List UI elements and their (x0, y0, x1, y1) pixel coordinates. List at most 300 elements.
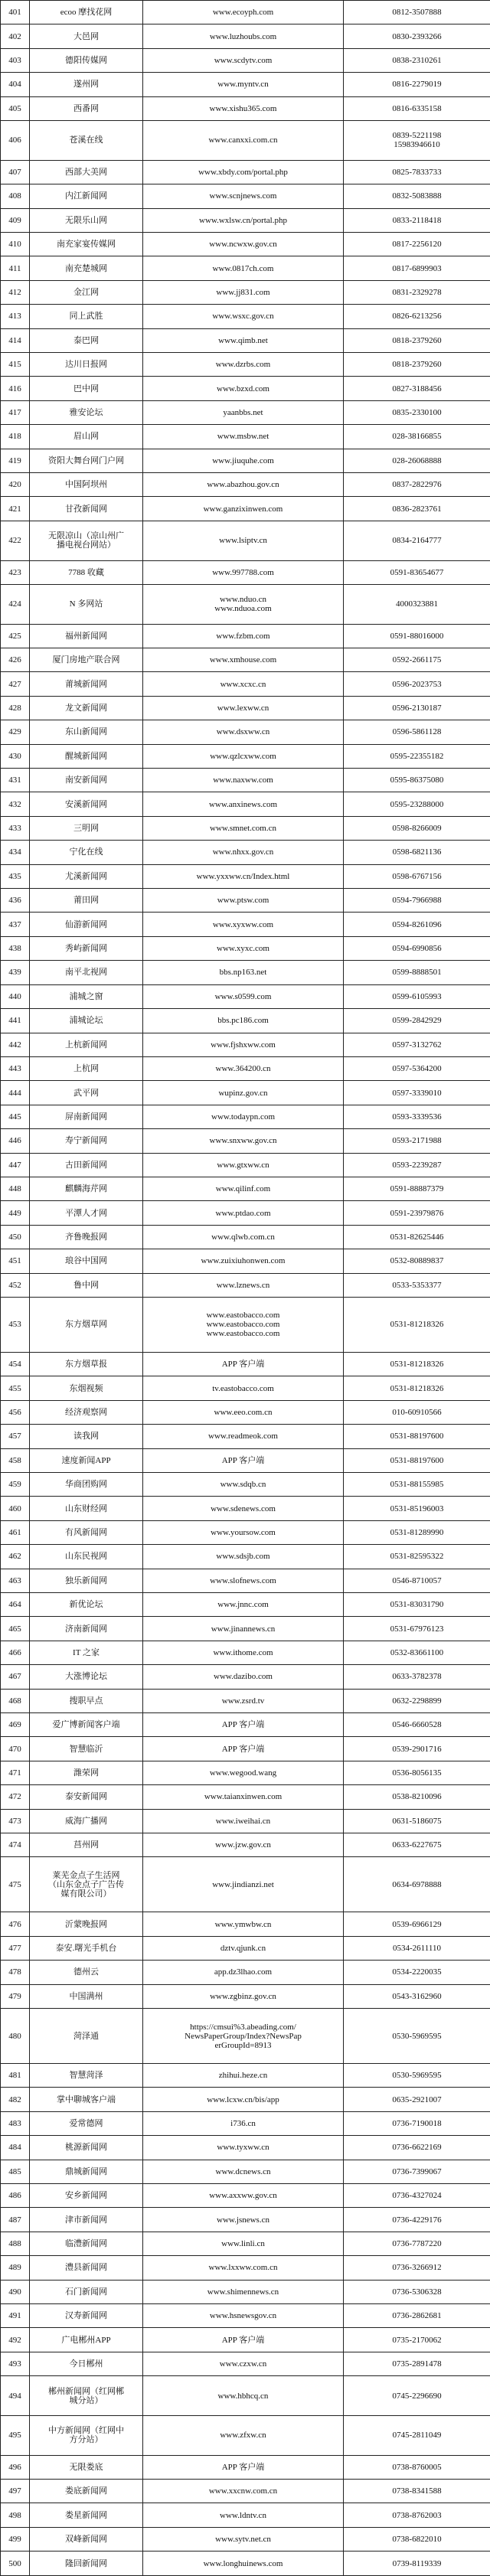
row-number: 480 (1, 2009, 30, 2064)
site-name-line: 方分站） (69, 2435, 103, 2445)
site-name: 屏南新闻网 (30, 1105, 143, 1128)
site-url: bbs.np163.net (143, 961, 344, 984)
contact-phone: 0831-2329278 (344, 280, 490, 304)
table-row (1, 1984, 490, 2008)
contact-phone: 0836-2823761 (344, 497, 490, 521)
row-number: 447 (1, 1153, 30, 1177)
contact-phone: 0827-3188456 (344, 377, 490, 400)
contact-phone: 0745-2296690 (344, 2376, 490, 2416)
site-name: 南安新闻网 (30, 769, 143, 792)
table-row (1, 24, 490, 48)
contact-phone: 0531-83031790 (344, 1592, 490, 1616)
site-name: 独乐新闻网 (30, 1569, 143, 1592)
site-name: 东方烟草报 (30, 1352, 143, 1376)
table-row (1, 2480, 490, 2503)
row-number: 402 (1, 24, 30, 48)
site-name: 平潭人才网 (30, 1201, 143, 1225)
contact-phone: 0594-6990856 (344, 936, 490, 960)
site-name: 内江新闻网 (30, 184, 143, 208)
table-row (1, 1056, 490, 1080)
row-number: 446 (1, 1129, 30, 1153)
site-url: www.luzhoubs.com (143, 24, 344, 48)
table-row (1, 1833, 490, 1857)
contact-phone: 0818-2379260 (344, 352, 490, 376)
site-url: www.naxww.com (143, 769, 344, 792)
row-number: 466 (1, 1641, 30, 1664)
row-number: 420 (1, 473, 30, 497)
site-name: 鲁中网 (30, 1273, 143, 1297)
row-number: 423 (1, 560, 30, 584)
table-row (1, 560, 490, 584)
contact-phone: 0738-8760005 (344, 2455, 490, 2479)
table-row (1, 720, 490, 744)
site-name (30, 2415, 143, 2455)
table-row (1, 584, 490, 624)
site-name: 石门新闻网 (30, 2280, 143, 2303)
site-url: tv.eastobacco.com (143, 1376, 344, 1400)
site-url: www.ymwbw.cn (143, 1912, 344, 1936)
table-row (1, 2415, 490, 2455)
site-url: www.qzlcxww.com (143, 744, 344, 768)
site-name: 浦城之窗 (30, 984, 143, 1008)
contact-phone: 0812-3507888 (344, 1, 490, 24)
contact-phone: 0531-88197600 (344, 1425, 490, 1448)
site-name: 济南新闻网 (30, 1617, 143, 1641)
table-row (1, 2376, 490, 2416)
contact-phone: 0599-6105993 (344, 984, 490, 1008)
table-row (1, 232, 490, 256)
row-number: 431 (1, 769, 30, 792)
contact-phone: 0631-5186075 (344, 1809, 490, 1833)
site-url-line: www.eastobacco.com (206, 1320, 280, 1330)
site-name: 巴中网 (30, 377, 143, 400)
contact-phone: 0531-82595322 (344, 1545, 490, 1569)
site-url: www.jj831.com (143, 280, 344, 304)
row-number: 406 (1, 121, 30, 161)
site-name: 浦城论坛 (30, 1009, 143, 1033)
table-row (1, 352, 490, 376)
site-name: 桃源新闻网 (30, 2136, 143, 2160)
contact-phone: 0597-3339010 (344, 1081, 490, 1105)
site-name: 武平网 (30, 1081, 143, 1105)
contact-phone: 0593-3339536 (344, 1105, 490, 1128)
site-url: www.iweihai.cn (143, 1809, 344, 1833)
contact-phone: 0594-7966988 (344, 889, 490, 913)
site-url: www.lsiptv.cn (143, 521, 344, 560)
site-url: www.czxw.cn (143, 2352, 344, 2375)
site-name: 爱广博新闻客户端 (30, 1713, 143, 1737)
row-number: 441 (1, 1009, 30, 1033)
site-url: www.ganzixinwen.com (143, 497, 344, 521)
site-url: wupinz.gov.cn (143, 1081, 344, 1105)
row-number: 433 (1, 816, 30, 840)
site-name: 泰安.曙光手机台 (30, 1936, 143, 1960)
site-url: www.lxxww.com.cn (143, 2256, 344, 2280)
site-name: N 多网站 (30, 584, 143, 624)
site-url: www.zuixiuhonwen.com (143, 1249, 344, 1273)
site-name: 东方烟草网 (30, 1297, 143, 1352)
table-row (1, 2009, 490, 2064)
site-url: dztv.qjunk.cn (143, 1936, 344, 1960)
site-url (143, 584, 344, 624)
row-number: 463 (1, 1569, 30, 1592)
table-row (1, 2552, 490, 2576)
table-row (1, 1689, 490, 1712)
contact-phone: 0816-2279019 (344, 73, 490, 96)
contact-phone: 0736-4229176 (344, 2208, 490, 2232)
contact-phone: 0591-88887379 (344, 1177, 490, 1200)
table-row (1, 1497, 490, 1520)
site-url: www.longhuinews.com (143, 2552, 344, 2576)
contact-phone: 0736-7399067 (344, 2160, 490, 2183)
site-name: 龙文新闻网 (30, 696, 143, 720)
row-number: 495 (1, 2415, 30, 2455)
row-number: 457 (1, 1425, 30, 1448)
contact-phone: 0633-3782378 (344, 1665, 490, 1689)
table-row (1, 1761, 490, 1784)
site-name: 琅谷中国网 (30, 1249, 143, 1273)
site-url: www.ncwxw.gov.cn (143, 232, 344, 256)
row-number: 500 (1, 2552, 30, 2576)
site-name: 同上武胜 (30, 305, 143, 328)
row-number: 478 (1, 1961, 30, 1984)
table-row (1, 2063, 490, 2087)
site-url: www.jzw.gov.cn (143, 1833, 344, 1857)
row-number: 451 (1, 1249, 30, 1273)
row-number: 414 (1, 328, 30, 352)
site-name: 临澧新闻网 (30, 2232, 143, 2255)
site-name: 娄星新闻网 (30, 2503, 143, 2527)
site-name: 广电郴州APP (30, 2328, 143, 2352)
table-row (1, 1592, 490, 1616)
site-name: 福州新闻网 (30, 624, 143, 648)
site-url: www.bzxd.com (143, 377, 344, 400)
site-url: www.wegood.wang (143, 1761, 344, 1784)
site-url: www.yxxww.cn/Index.html (143, 864, 344, 888)
site-name: 尤溪新闻网 (30, 864, 143, 888)
row-number: 443 (1, 1056, 30, 1080)
site-name (30, 521, 143, 560)
site-name-line: 莱芜金点子生活网 (52, 1870, 120, 1880)
contact-phone: 0837-2822976 (344, 473, 490, 497)
contact-phone: 0597-5364200 (344, 1056, 490, 1080)
table-row (1, 1617, 490, 1641)
row-number: 438 (1, 936, 30, 960)
site-url-line: www.nduo.cn (220, 595, 266, 605)
site-name: 醒城新闻网 (30, 744, 143, 768)
contact-phone: 028-26068888 (344, 449, 490, 472)
table-row (1, 792, 490, 816)
site-url: www.myntv.cn (143, 73, 344, 96)
row-number: 450 (1, 1225, 30, 1249)
site-name-line: 媒有限公司） (60, 1889, 112, 1899)
row-number: 462 (1, 1545, 30, 1569)
site-name: 汉寿新闻网 (30, 2304, 143, 2328)
contact-phone: 0818-2379260 (344, 328, 490, 352)
contact-phone-line: 15983946610 (394, 140, 440, 150)
table-row (1, 1376, 490, 1400)
site-name: 威海广播网 (30, 1809, 143, 1833)
table-row (1, 1520, 490, 1544)
row-number: 486 (1, 2184, 30, 2208)
table-row (1, 2256, 490, 2280)
site-name: 南充楚城网 (30, 256, 143, 280)
row-number: 428 (1, 696, 30, 720)
row-number: 401 (1, 1, 30, 24)
site-name: 7788 收藏 (30, 560, 143, 584)
row-number: 470 (1, 1737, 30, 1761)
site-url: www.lcxw.cn/bis/app (143, 2088, 344, 2111)
table-row (1, 1352, 490, 1376)
site-url: www.xyxww.com (143, 913, 344, 936)
site-name: 速度新闻APP (30, 1448, 143, 1472)
contact-phone: 0736-7190018 (344, 2111, 490, 2135)
table-row (1, 1961, 490, 1984)
table-row (1, 672, 490, 696)
row-number: 429 (1, 720, 30, 744)
table-row (1, 744, 490, 768)
table-row (1, 280, 490, 304)
site-url: www.zsrd.tv (143, 1689, 344, 1712)
table-row (1, 328, 490, 352)
contact-phone: 0591-23979876 (344, 1201, 490, 1225)
table-row (1, 377, 490, 400)
row-number: 413 (1, 305, 30, 328)
row-number: 432 (1, 792, 30, 816)
row-number: 412 (1, 280, 30, 304)
contact-phone: 0534-2220035 (344, 1961, 490, 1984)
site-name: 娄底新闻网 (30, 2480, 143, 2503)
site-name: 秀屿新闻网 (30, 936, 143, 960)
row-number: 482 (1, 2088, 30, 2111)
table-row (1, 121, 490, 161)
contact-phone: 0531-88155985 (344, 1472, 490, 1496)
site-url: www.jinannews.cn (143, 1617, 344, 1641)
table-row (1, 1857, 490, 1912)
contact-phone: 0595-86375080 (344, 769, 490, 792)
contact-phone: 0635-2921007 (344, 2088, 490, 2111)
table-row (1, 1153, 490, 1177)
contact-phone: 0531-81289990 (344, 1520, 490, 1544)
table-row (1, 1448, 490, 1472)
row-number: 465 (1, 1617, 30, 1641)
site-url: bbs.pc186.com (143, 1009, 344, 1033)
table-row (1, 497, 490, 521)
table-row (1, 1129, 490, 1153)
table-row (1, 208, 490, 232)
row-number: 409 (1, 208, 30, 232)
contact-phone: 0736-4327024 (344, 2184, 490, 2208)
row-number: 437 (1, 913, 30, 936)
table-row (1, 1545, 490, 1569)
site-url: www.xmhouse.com (143, 648, 344, 672)
table-row (1, 2280, 490, 2303)
site-name: 上杭新闻网 (30, 1033, 143, 1056)
row-number: 461 (1, 1520, 30, 1544)
site-name: 德阳传媒网 (30, 48, 143, 72)
site-name: 潍荣网 (30, 1761, 143, 1784)
row-number: 419 (1, 449, 30, 472)
contact-phone: 0530-5969595 (344, 2063, 490, 2087)
site-name-line: 郴州新闻网（红网郴 (48, 2386, 124, 2396)
site-name: 南平北视网 (30, 961, 143, 984)
site-name: 南充家宴传媒网 (30, 232, 143, 256)
contact-phone: 0832-5083888 (344, 184, 490, 208)
contact-phone: 0826-6213256 (344, 305, 490, 328)
table-row (1, 1177, 490, 1200)
site-url: www.hsnewsgov.cn (143, 2304, 344, 2328)
row-number: 498 (1, 2503, 30, 2527)
site-url: www.997788.com (143, 560, 344, 584)
table-row (1, 1297, 490, 1352)
site-name: 莒州网 (30, 1833, 143, 1857)
site-name: 宁化在线 (30, 841, 143, 864)
contact-phone: 0745-2811049 (344, 2415, 490, 2455)
contact-phone: 0830-2393266 (344, 24, 490, 48)
site-name: 寿宁新闻网 (30, 1129, 143, 1153)
site-url: www.readmeok.com (143, 1425, 344, 1448)
row-number: 484 (1, 2136, 30, 2160)
row-number: 430 (1, 744, 30, 768)
site-name: 读我网 (30, 1425, 143, 1448)
site-name: 资阳大舞台网门户网 (30, 449, 143, 472)
row-number: 477 (1, 1936, 30, 1960)
site-url-line: https://cmsui%3.abeading.com/ (190, 2022, 296, 2032)
row-number: 488 (1, 2232, 30, 2255)
site-url: www.sdsjb.com (143, 1545, 344, 1569)
site-name: 莆城新闻网 (30, 672, 143, 696)
table-row (1, 2208, 490, 2232)
site-url: www.0817ch.com (143, 256, 344, 280)
row-number: 404 (1, 73, 30, 96)
contact-phone: 0838-2310261 (344, 48, 490, 72)
contact-phone: 0825-7833733 (344, 160, 490, 184)
row-number: 467 (1, 1665, 30, 1689)
site-url: www.todaypn.com (143, 1105, 344, 1128)
site-url: www.ithome.com (143, 1641, 344, 1664)
site-name: 金江网 (30, 280, 143, 304)
site-url: www.jnnc.com (143, 1592, 344, 1616)
contact-phone: 0736-2862681 (344, 2304, 490, 2328)
contact-phone: 028-38166855 (344, 425, 490, 449)
contact-phone: 0599-2842929 (344, 1009, 490, 1033)
contact-phone: 0531-81218326 (344, 1297, 490, 1352)
table-row (1, 1809, 490, 1833)
table-row (1, 1936, 490, 1960)
table-row (1, 1641, 490, 1664)
table-row (1, 816, 490, 840)
site-name: 无限娄底 (30, 2455, 143, 2479)
site-url: APP 客户端 (143, 1352, 344, 1376)
site-name: 无限乐山网 (30, 208, 143, 232)
site-name: ecoo 摩找花网 (30, 1, 143, 24)
table-row (1, 1201, 490, 1225)
row-number: 445 (1, 1105, 30, 1128)
site-url (143, 2009, 344, 2064)
row-number: 469 (1, 1713, 30, 1737)
site-name: 爱常德网 (30, 2111, 143, 2135)
row-number: 494 (1, 2376, 30, 2416)
contact-phone: 0531-81218326 (344, 1376, 490, 1400)
contact-phone: 0736-7787220 (344, 2232, 490, 2255)
site-url: www.linli.cn (143, 2232, 344, 2255)
row-number: 440 (1, 984, 30, 1008)
contact-phone: 0538-8210096 (344, 1785, 490, 1809)
contact-phone: 0738-8762003 (344, 2503, 490, 2527)
table-row (1, 1273, 490, 1297)
contact-phone: 0817-6899903 (344, 256, 490, 280)
contact-phone (344, 121, 490, 161)
table-row (1, 305, 490, 328)
site-url-line: www.eastobacco.com (206, 1329, 280, 1339)
contact-phone: 0533-5353377 (344, 1273, 490, 1297)
site-url: www.qilinf.com (143, 1177, 344, 1200)
table-row (1, 913, 490, 936)
contact-phone: 0596-2130187 (344, 696, 490, 720)
row-number: 455 (1, 1376, 30, 1400)
contact-phone: 0599-8888501 (344, 961, 490, 984)
site-name (30, 1857, 143, 1912)
site-name: 厦门房地产联合网 (30, 648, 143, 672)
table-row (1, 1081, 490, 1105)
contact-phone: 0736-5306328 (344, 2280, 490, 2303)
table-row (1, 2136, 490, 2160)
site-name: 智慧临沂 (30, 1737, 143, 1761)
row-number: 424 (1, 584, 30, 624)
contact-phone: 0817-2256120 (344, 232, 490, 256)
table-row (1, 1249, 490, 1273)
site-url: www.ptdao.com (143, 1201, 344, 1225)
row-number: 481 (1, 2063, 30, 2087)
row-number: 405 (1, 96, 30, 120)
site-url: www.364200.cn (143, 1056, 344, 1080)
site-name: 安溪新闻网 (30, 792, 143, 816)
contact-phone: 0595-22355182 (344, 744, 490, 768)
row-number: 492 (1, 2328, 30, 2352)
contact-phone: 0530-5969595 (344, 2009, 490, 2064)
table-row (1, 2455, 490, 2479)
table-row (1, 473, 490, 497)
site-url: www.tyxww.cn (143, 2136, 344, 2160)
row-number: 487 (1, 2208, 30, 2232)
contact-phone: 0735-2891478 (344, 2352, 490, 2375)
site-url: www.sdenews.com (143, 1497, 344, 1520)
site-name: 中国满州 (30, 1984, 143, 2008)
table-row (1, 160, 490, 184)
site-name: 苍溪在线 (30, 121, 143, 161)
table-row (1, 1033, 490, 1056)
site-name: 东山新闻网 (30, 720, 143, 744)
row-number: 472 (1, 1785, 30, 1809)
site-url: www.axxww.gov.cn (143, 2184, 344, 2208)
site-name: 中国阿坝州 (30, 473, 143, 497)
site-name-line: 中方新闻网（红网中 (48, 2426, 124, 2436)
site-url: www.msbw.net (143, 425, 344, 449)
table-row (1, 256, 490, 280)
table-row (1, 1569, 490, 1592)
site-url: www.qimb.net (143, 328, 344, 352)
row-number: 459 (1, 1472, 30, 1496)
table-row (1, 1105, 490, 1128)
contact-phone-line: 0839-5221198 (392, 131, 442, 141)
row-number: 434 (1, 841, 30, 864)
site-name: 西番网 (30, 96, 143, 120)
site-name: IT 之家 (30, 1641, 143, 1664)
site-name: 大涨博论坛 (30, 1665, 143, 1689)
table-row (1, 2160, 490, 2183)
site-url: www.jiuquhe.com (143, 449, 344, 472)
site-url: www.sdqb.cn (143, 1472, 344, 1496)
